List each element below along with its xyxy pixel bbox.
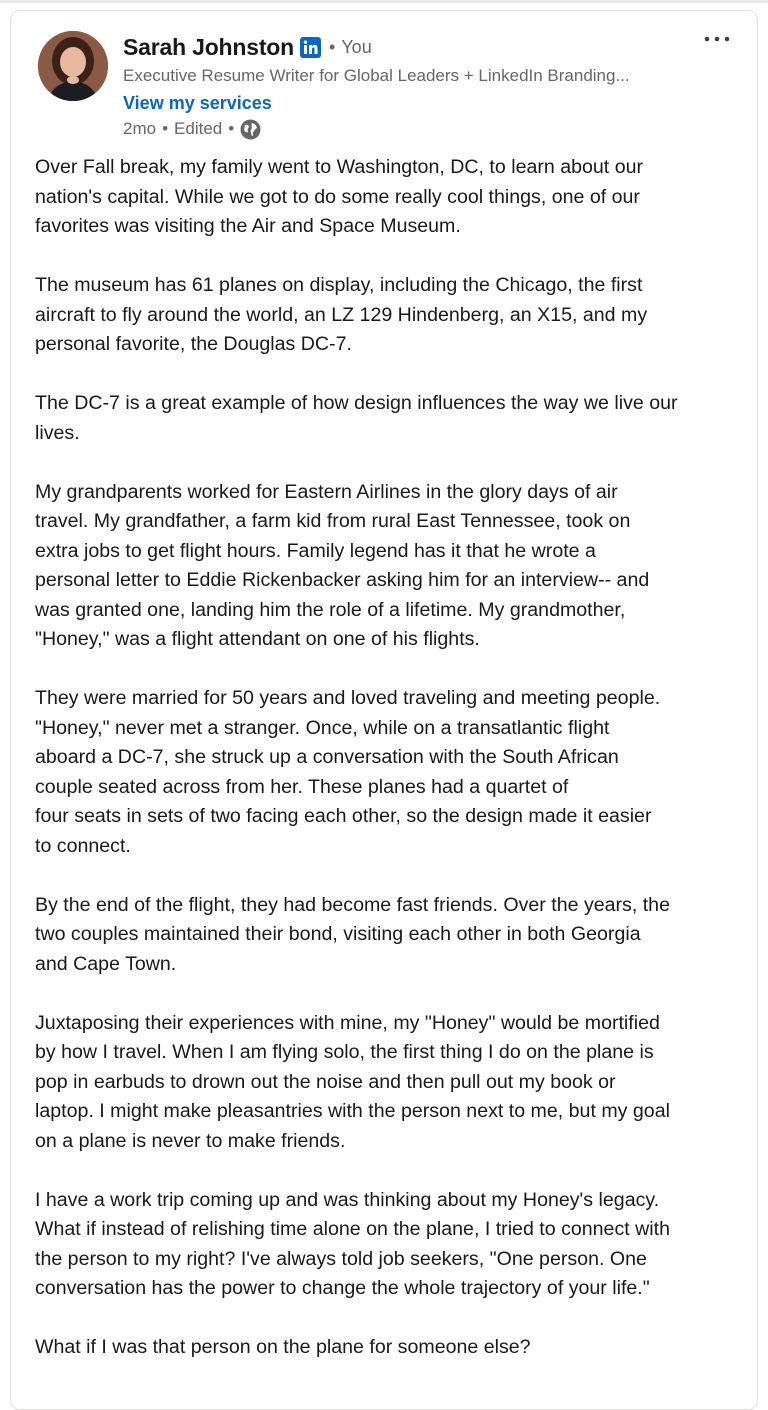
text-line: travel. My grandfather, a farm kid from rural East Tennessee, took on bbox=[35, 510, 631, 532]
post-paragraph bbox=[35, 271, 747, 360]
text-line: Over Fall break, my family went to Washington, DC, to learn about our bbox=[35, 156, 644, 178]
author-name[interactable]: Sarah Johnston bbox=[123, 33, 295, 60]
text-line: The DC-7 is a great example of how design influences the way we live our bbox=[35, 392, 678, 414]
post-paragraph bbox=[35, 1009, 747, 1157]
post-paragraph bbox=[35, 389, 747, 448]
text-line: to connect. bbox=[35, 834, 131, 857]
text-line: and Cape Town. bbox=[35, 952, 177, 975]
top-divider bbox=[0, 0, 768, 3]
text-line: aboard a DC-7, she struck up a conversation with the South African bbox=[35, 746, 619, 768]
post-card bbox=[10, 10, 758, 1410]
view-services-link[interactable]: View my services bbox=[123, 93, 272, 113]
text-line: What if instead of relishing time alone on the plane, I tried to connect with bbox=[35, 1218, 670, 1240]
text-line: nation's capital. While we got to do some really cool things, one of our bbox=[35, 185, 640, 208]
more-options-button[interactable] bbox=[697, 25, 737, 53]
text-line: two couples maintained their bond, visiting each other in both Georgia bbox=[35, 923, 641, 945]
text-line: favorites was visiting the Air and Space Museum. bbox=[35, 215, 461, 237]
text-line: laptop. I might make pleasantries with the person next to me, but my goal bbox=[35, 1100, 670, 1122]
text-line: The museum has 61 planes on display, including the Chicago, the first bbox=[35, 274, 643, 296]
edited-label: Edited bbox=[174, 119, 223, 138]
post-paragraph bbox=[35, 153, 747, 242]
text-line: on a plane is never to make friends. bbox=[35, 1129, 346, 1152]
text-line: I have a work trip coming up and was thinking about my Honey's legacy. bbox=[35, 1188, 660, 1211]
text-line: personal favorite, the Douglas DC-7. bbox=[35, 333, 352, 355]
post-body bbox=[35, 153, 747, 1392]
author-row bbox=[123, 31, 372, 63]
text-line: aircraft to fly around the world, an LZ 129 Hindenberg, an X15, and my bbox=[35, 303, 648, 326]
text-line: the person to my right? I've always told job seekers, "One person. One bbox=[35, 1247, 647, 1270]
separator-dot: • bbox=[228, 119, 235, 138]
separator-dot: • bbox=[162, 119, 169, 138]
post-paragraph bbox=[35, 1333, 747, 1363]
text-line: "Honey," was a flight attendant on one of his flights. bbox=[35, 628, 480, 650]
text-line: extra jobs to get flight hours. Family legend has it that he wrote a bbox=[35, 539, 596, 562]
author-headline: Executive Resume Writer for Global Leaders + LinkedIn Branding... bbox=[123, 66, 630, 85]
avatar[interactable] bbox=[38, 31, 108, 101]
post-time: 2mo bbox=[123, 119, 157, 138]
post-paragraph bbox=[35, 891, 747, 980]
more-horizontal-icon bbox=[704, 36, 730, 42]
text-line: conversation has the power to change the whole trajectory of your life." bbox=[35, 1277, 650, 1299]
globe-icon bbox=[240, 119, 261, 140]
text-line: Juxtaposing their experiences with mine, my "Honey" would be mortified bbox=[35, 1011, 660, 1034]
text-line: was granted one, landing him the role of a lifetime. My grandmother, bbox=[35, 598, 626, 621]
post-paragraph bbox=[35, 684, 747, 861]
text-line: What if I was that person on the plane for someone else? bbox=[35, 1336, 531, 1358]
text-line: four seats in sets of two facing each other, so the design made it easier bbox=[35, 805, 652, 827]
relation-label: You bbox=[341, 36, 372, 57]
post-paragraph bbox=[35, 1186, 747, 1304]
text-line: by how I travel. When I am flying solo, the first thing I do on the plane is bbox=[35, 1041, 654, 1063]
post-meta bbox=[123, 117, 261, 141]
text-line: personal letter to Eddie Rickenbacker asking him for an interview-- and bbox=[35, 569, 650, 591]
text-line: lives. bbox=[35, 421, 80, 444]
text-line: couple seated across from her. These planes had a quartet of bbox=[35, 775, 569, 798]
text-line: My grandparents worked for Eastern Airlines in the glory days of air bbox=[35, 480, 618, 503]
text-line: By the end of the flight, they had become fast friends. Over the years, the bbox=[35, 893, 670, 916]
separator-dot: • bbox=[329, 36, 336, 57]
text-line: "Honey," never met a stranger. Once, while on a transatlantic flight bbox=[35, 716, 610, 739]
text-line: They were married for 50 years and loved traveling and meeting people. bbox=[35, 687, 661, 709]
post-paragraph bbox=[35, 478, 747, 655]
linkedin-icon bbox=[300, 37, 321, 58]
text-line: pop in earbuds to drown out the noise and then pull out my book or bbox=[35, 1070, 616, 1093]
